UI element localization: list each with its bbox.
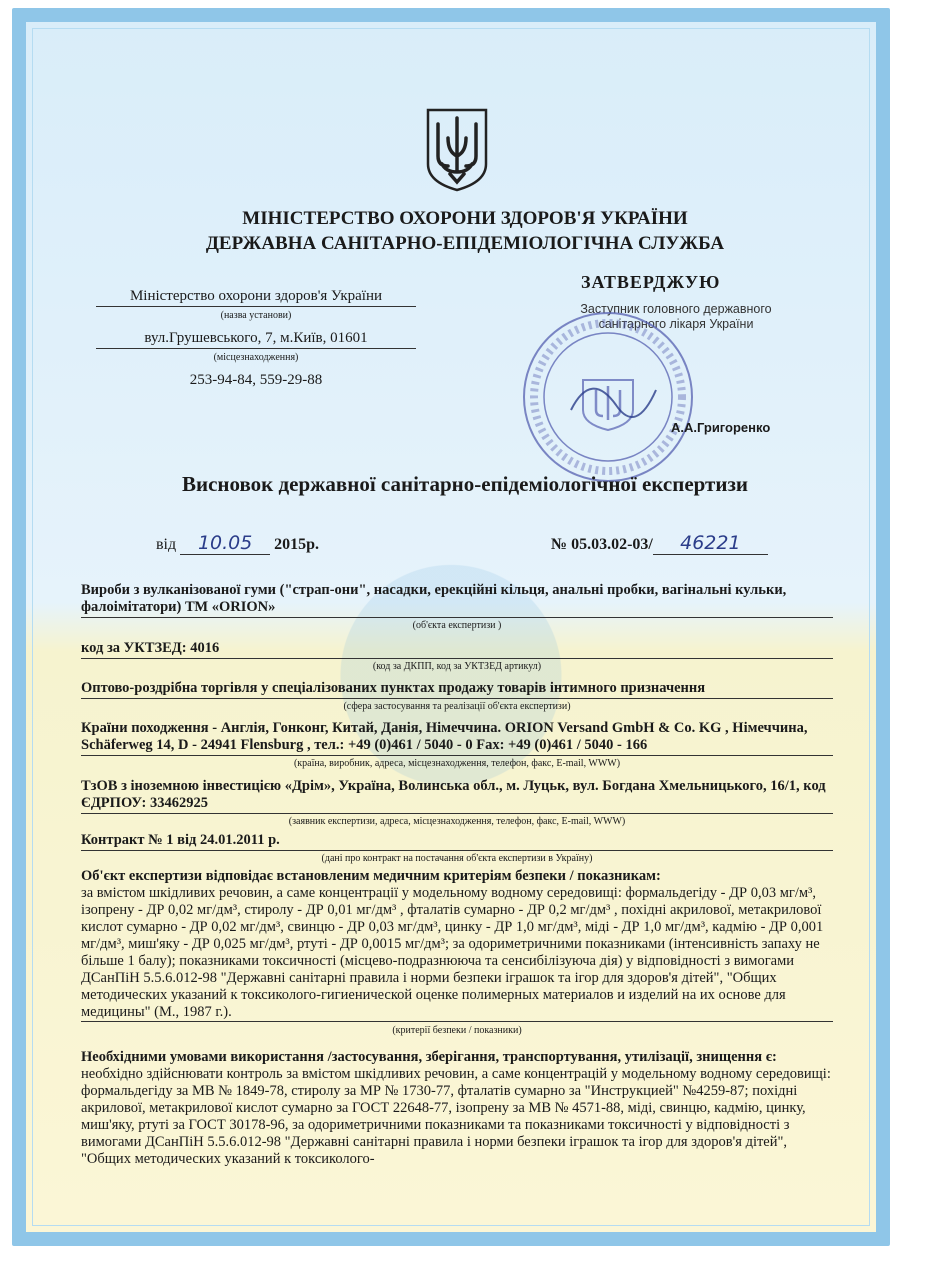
approval-heading: ЗАТВЕРДЖУЮ xyxy=(581,272,721,292)
field-sphere xyxy=(81,680,833,713)
ministry-header xyxy=(26,206,904,256)
sphere-value: Оптово-роздрібна торгівля у спеціалізованих пунктах продажу товарів інтимного призначення xyxy=(81,680,833,699)
date-year: 2015р. xyxy=(274,536,320,553)
applicant-value: ТзОВ з іноземною інвестицією «Дрім», Україна, Волинська обл., м. Луцьк, вул. Богдана Хмельницького, 16/1, код ЄДРПОУ: 33462925 xyxy=(81,778,833,814)
object-caption: (об'єкта експертизи ) xyxy=(412,620,502,631)
date-prefix: від xyxy=(156,536,177,553)
code-caption: (код за ДКПП, код за УКТЗЕД артикул) xyxy=(372,661,542,672)
field-origin xyxy=(81,720,833,770)
certificate-sheet xyxy=(12,8,890,1246)
document-title: Висновок державної санітарно-епідеміологічної експертизи xyxy=(181,472,748,496)
institution-block xyxy=(96,288,416,389)
conditions-heading: Необхідними умовами використання /застосування, зберігання, транспортування, утилізації, знищення є: xyxy=(81,1049,777,1065)
contract-value: Контракт № 1 від 24.01.2011 р. xyxy=(81,832,833,851)
criteria-section xyxy=(81,868,833,1045)
sphere-caption: (сфера застосування та реалізації об'єкта експертизи) xyxy=(343,701,571,712)
field-contract xyxy=(81,832,833,865)
institution-address: вул.Грушевського, 7, м.Київ, 01601 xyxy=(96,330,416,349)
code-value: код за УКТЗЕД: 4016 xyxy=(81,640,833,659)
field-applicant xyxy=(81,778,833,828)
approval-position: Заступник головного державного санітарного лікаря України xyxy=(580,302,772,331)
object-value: Вироби з вулканізованої гуми ("страп-они", насадки, ерекційні кільця, анальні пробки, вагінальні кульки, фалоімітатори) ТМ «ORION» xyxy=(81,582,833,618)
ministry-line-1: МІНІСТЕРСТВО ОХОРОНИ ЗДОРОВ'Я УКРАЇНИ xyxy=(242,208,688,229)
field-code xyxy=(81,640,833,673)
date-handwritten: 10.05 xyxy=(180,532,270,555)
institution-address-caption: (місцезнаходження) xyxy=(213,352,299,363)
criteria-heading: Об'єкт експертизи відповідає встановленим медичним критеріям безпеки / показникам: xyxy=(81,868,661,884)
ministry-line-2: ДЕРЖАВНА САНІТАРНО-ЕПІДЕМІОЛОГІЧНА СЛУЖБА xyxy=(205,233,725,254)
official-stamp-icon xyxy=(521,310,696,485)
conditions-section xyxy=(81,1049,833,1168)
institution-name: Міністерство охорони здоров'я України xyxy=(96,288,416,307)
date-line xyxy=(156,532,319,555)
number-prefix: № 05.03.02-03/ xyxy=(551,536,653,553)
contract-caption: (дані про контракт на постачання об'єкта експертизи в Україну) xyxy=(321,853,593,864)
applicant-caption: (заявник експертизи, адреса, місцезнаходження, телефон, факс, E-mail, WWW) xyxy=(288,816,626,827)
field-object xyxy=(81,582,833,632)
institution-name-caption: (назва установи) xyxy=(220,310,292,321)
approval-signer: А.А.Григоренко xyxy=(671,420,771,435)
conditions-text: необхідно здійснювати контроль за вмістом шкідливих речовин, а саме концентрацій у модельному водному середовищі: формальдегіду за МВ № 1849-78, стиролу за МР № 1730-77, фталатів сумарно за "Инструкцией" №4259-87; похідні акрилової, метакрилової кислот сумарно за ГОСТ 22648-77, ізопрену за МВ № 4571-88, міді, свинцю, кадмію, цинку, миш'яку, ртуті за ГОСТ 30178-96, за одориметричними показниками та показниками токсичності у відповідності з вимогами ДСанПіН 5.5.6.012-98 "Державні санітарні правила і норми безпеки іграшок та ігор для здоров'я дітей", "Общих методических указаний к токсиколого- xyxy=(81,1066,831,1167)
number-line xyxy=(551,532,768,555)
origin-value: Країни походження - Англія, Гонконг, Китай, Данія, Німеччина. ORION Versand GmbH & Co. KG , Німеччина, Schäferweg 14, D - 24941 Flensburg , тел.: +49 (0)461 / 5040 - 0 Fax: +49 (0)461 / 5040 - 166 xyxy=(81,720,833,756)
criteria-text: за вмістом шкідливих речовин, а саме концентрації у модельному водному середовищі: формальдегіду - ДР 0,03 мг/м³, ізопрену - ДР 0,02 мг/дм³, стиролу - ДР 0,01 мг/дм³ , фталатів сумарно - ДР 0,2 мг/дм³ , похідні акрилової, метакрилової кислот сумарно - ДР 0,02 мг/дм³, свинцю - ДР 0,03 мг/дм³, цинку - ДР 1,0 мг/дм³, міді - ДР 1,0 мг/дм³, кадмію - ДР 0,001 мг/дм³, миш'яку - ДР 0,025 мг/дм³, ртуті - ДР 0,0015 мг/дм³; за одориметричними показниками (інтенсивність запаху не більше 1 балу); показниками токсичності (місцево-подразнююча та сенсибілізуюча дія) у відповідності з вимогами ДСанПіН 5.5.6.012-98 "Державні санітарні правила і норми безпеки іграшок та ігор для здоров'я дітей", "Общих методических указаний к токсиколого-гигиенической оценке полимерных материалов и изделий на их основе для медицины" (М., 1987 г.). xyxy=(81,885,833,1022)
trident-coat-of-arms-icon xyxy=(426,108,488,192)
origin-caption: (країна, виробник, адреса, місцезнаходження, телефон, факс, E-mail, WWW) xyxy=(293,758,621,769)
institution-phones: 253-94-84, 559-29-88 xyxy=(189,372,323,388)
criteria-caption: (критерії безпеки / показники) xyxy=(392,1025,522,1036)
number-handwritten: 46221 xyxy=(653,532,768,555)
